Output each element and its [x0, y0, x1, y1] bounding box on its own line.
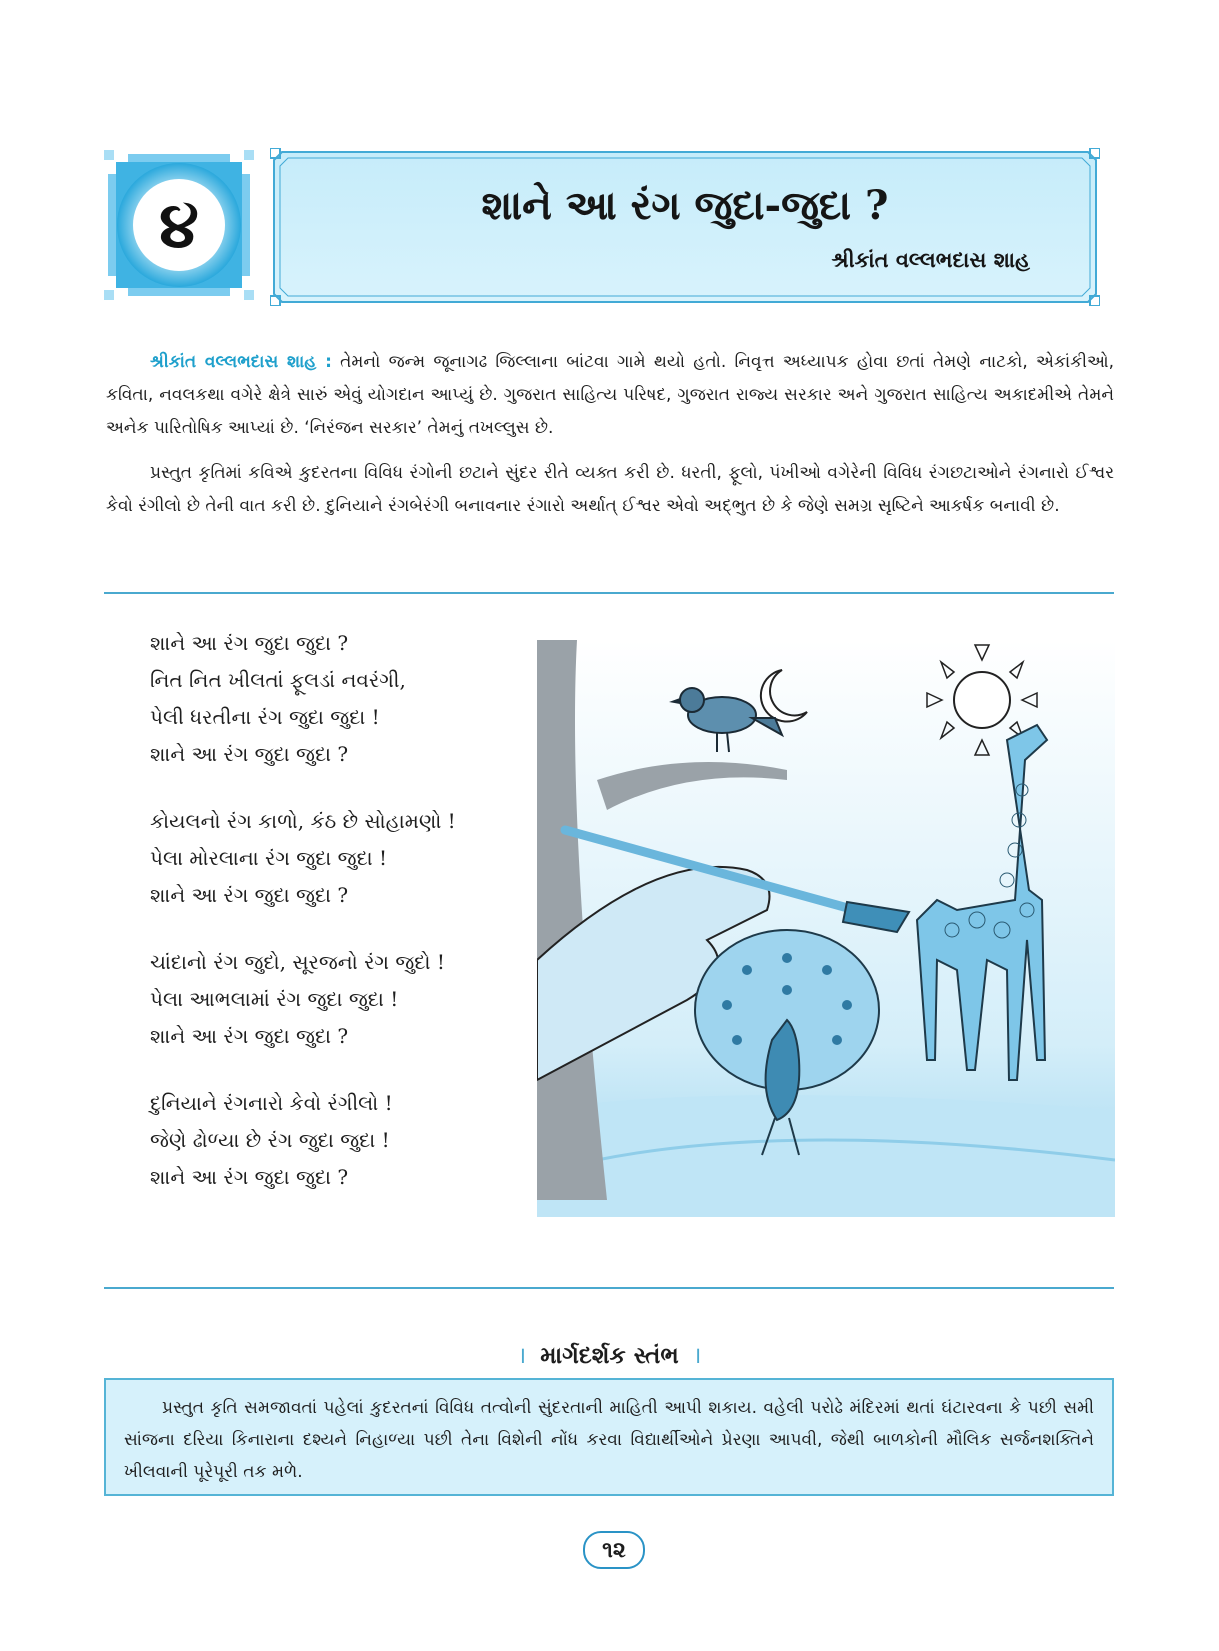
guide-heading-bar-left: ।	[517, 1343, 527, 1369]
chapter-author: શ્રીકાંત વલ્લભદાસ શાહ	[831, 248, 1030, 272]
guide-heading-text: માર્ગદર્શક સ્તંભ	[540, 1343, 679, 1369]
chapter-number: ૪	[159, 187, 199, 263]
illustration-painting-nature	[537, 640, 1115, 1217]
poem-line: જેણે ઢોળ્યા છે રંગ જુદા જુદા !	[150, 1128, 390, 1152]
guide-heading	[0, 1338, 1219, 1370]
poem-summary: પ્રસ્તુત કૃતિમાં કવિએ કુદરતના વિવિધ રંગોની છટાને સુંદર રીતે વ્યક્ત કરી છે. ધરતી, ફૂલો, પંખીઓ વગેરેની વિવિધ રંગછટાઓને રંગનારો ઈશ્વર કેવો રંગીલો છે તેની વાત કરી છે. દુનિયાને રંગબેરંગી બનાવનાર રંગારો અર્થાત્ ઈશ્વર એવો અદ્ભુત છે કે જેણે સમગ્ર સૃષ્ટિને આકર્ષક બનાવી છે.	[106, 463, 1114, 516]
title-box	[270, 148, 1100, 306]
poem-line: પેલા મોરલાના રંગ જુદા જુદા !	[150, 846, 388, 870]
poem	[150, 625, 530, 1226]
poem-stanza	[150, 944, 530, 1055]
guide-text: પ્રસ્તુત કૃતિ સમજાવતાં પહેલાં કુદરતનાં વિવિધ તત્વોની સુંદરતાની માહિતી આપી શકાય. વહેલી પરોઢે મંદિરમાં થતાં ઘંટારવના કે પછી સમી સાંજના દરિયા કિનારાના દશ્યને નિહાળ્યા પછી તેના વિશેની નોંધ કરવા વિદ્યાર્થીઓને પ્રેરણા આપવી, જેથી બાળકોની મૌલિક સર્જનશક્તિને ખીલવાની પૂરેપૂરી તક મળે.	[124, 1398, 1094, 1482]
poem-stanza	[150, 625, 530, 773]
poem-line: શાને આ રંગ જુદા જુદા ?	[150, 1024, 349, 1048]
guide-box	[104, 1378, 1114, 1496]
guide-heading-bar-right: ।	[692, 1343, 702, 1369]
intro-section	[106, 346, 1114, 535]
poem-line: શાને આ રંગ જુદા જુદા ?	[150, 883, 349, 907]
poem-line: ચાંદાનો રંગ જુદો, સૂરજનો રંગ જુદો !	[150, 950, 445, 974]
poem-stanza	[150, 803, 530, 914]
poem-line: દુનિયાને રંગનારો કેવો રંગીલો !	[150, 1091, 393, 1115]
poem-line: નિત નિત ખીલતાં ફૂલડાં નવરંગી,	[150, 668, 406, 692]
author-bio	[106, 346, 1114, 445]
divider-top	[104, 592, 1114, 594]
chapter-title: શાને આ રંગ જુદા-જુદા ?	[481, 182, 889, 229]
divider-bottom	[104, 1287, 1114, 1289]
author-bio-label: શ્રીકાંત વલ્લભદાસ શાહ :	[150, 352, 332, 372]
poem-line: શાને આ રંગ જુદા જુદા ?	[150, 631, 349, 655]
poem-line: પેલી ધરતીના રંગ જુદા જુદા !	[150, 705, 380, 729]
poem-stanza	[150, 1085, 530, 1196]
author-bio-text: તેમનો જન્મ જૂનાગઢ જિલ્લાના બાંટવા ગામે થયો હતો. નિવૃત્ત અધ્યાપક હોવા છતાં તેમણે નાટકો, એકાંકીઓ, કવિતા, નવલકથા વગેરે ક્ષેત્રે સારું એવું યોગદાન આપ્યું છે. ગુજરાત સાહિત્ય પરિષદ, ગુજરાત રાજ્ય સરકાર અને ગુજરાત સાહિત્ય અકાદમીએ તેમને અનેક પારિતોષિક આપ્યાં છે. ‘નિરંજન સરકાર’ તેમનું તખલ્લુસ છે.	[106, 352, 1114, 438]
poem-line: પેલા આભલામાં રંગ જુદા જુદા !	[150, 987, 399, 1011]
page-number: ૧૨	[583, 1531, 645, 1569]
chapter-number-badge	[104, 150, 254, 300]
poem-line: શાને આ રંગ જુદા જુદા ?	[150, 1165, 349, 1189]
poem-line: શાને આ રંગ જુદા જુદા ?	[150, 742, 349, 766]
poem-line: કોયલનો રંગ કાળો, કંઠ છે સોહામણો !	[150, 809, 456, 833]
